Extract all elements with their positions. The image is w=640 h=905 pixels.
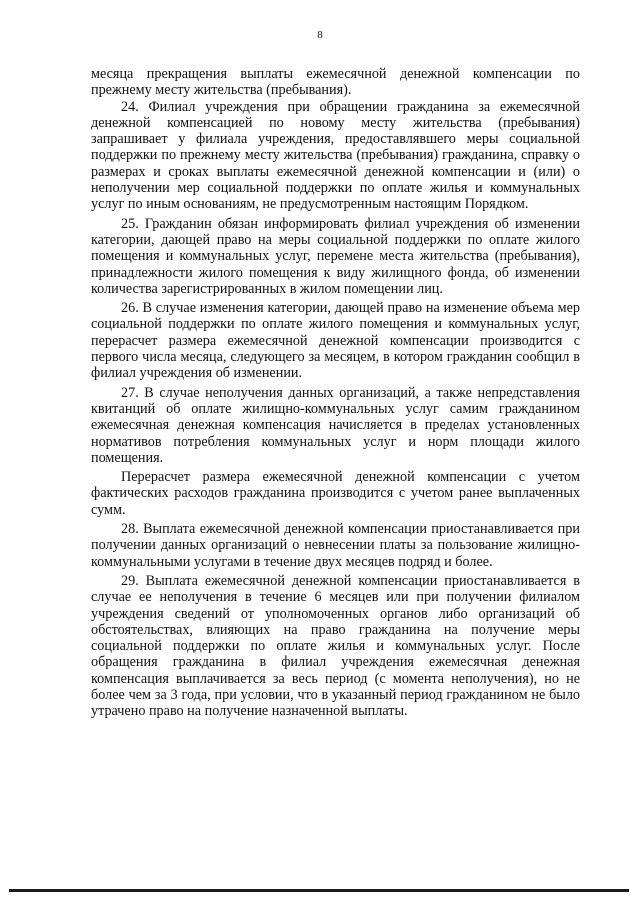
paragraph-29: 29. Выплата ежемесячной денежной компенсации приостанавливается в случае ее неполучения в течение 6 месяцев или при получении филиалом учреждения сведений от уполномоченных органов либо организаций об обстоятельствах, влияющих на право гражданина на получение меры социальной поддержки по оплате жилья и коммунальных услуг. После обращения гражданина в филиал учреждения ежемесячная денежная компенсация выплачивается за весь период (с момента неполучения), но не более чем за 3 года, при условии, что в указанный период гражданином не было утрачено право на получение назначенной выплаты. xyxy=(91,572,580,720)
paragraph-28: 28. Выплата ежемесячной денежной компенсации приостанавливается при получении данных организаций о невнесении платы за пользование жилищно-коммунальными услугами в течение двух месяцев подряд и более. xyxy=(91,521,580,570)
paragraph-25: 25. Гражданин обязан информировать филиал учреждения об изменении категории, дающей право на меры социальной поддержки по оплате жилого помещения и коммунальных услуг, перемене места жительства (пребывания), принадлежности жилого помещения к виду жилищного фонда, об изменении количества зарегистрированных в жилом помещении лиц. xyxy=(91,215,580,297)
paragraph-27: 27. В случае неполучения данных организаций, а также непредставления квитанций об оплате жилищно-коммунальных услуг самим гражданином ежемесячная денежная компенсация начисляется в пределах установленных нормативов потребления коммунальных услуг и норм площади жилого помещения. xyxy=(91,384,580,466)
paragraph-continuation: месяца прекращения выплаты ежемесячной денежной компенсации по прежнему месту жительства (пребывания). xyxy=(91,66,580,99)
page-number: 8 xyxy=(317,29,323,41)
paragraph-24: 24. Филиал учреждения при обращении гражданина за ежемесячной денежной компенсацией по новому месту жительства (пребывания) запрашивает у филиала учреждения, предоставлявшего меры социальной поддержки по прежнему месту жительства (пребывания) гражданина, справку о размерах и сроках выплаты ежемесячной денежной компенсации и (или) о неполучении мер социальной поддержки по оплате жилья и коммунальных услуг по иным основаниям, не предусмотренным настоящим Порядком. xyxy=(91,98,580,213)
paragraph-recalculation: Перерасчет размера ежемесячной денежной компенсации с учетом фактических расходов гражданина производится с учетом ранее выплаченных сумм. xyxy=(91,469,580,518)
document-body xyxy=(91,66,580,720)
page-bottom-border xyxy=(9,889,629,892)
paragraph-26: 26. В случае изменения категории, дающей право на изменение объема мер социальной поддержки по оплате жилого помещения и коммунальных услуг, перерасчет размера ежемесячной денежной компенсации производится с первого числа месяца, следующего за месяцем, в котором гражданин сообщил в филиал учреждения об изменении. xyxy=(91,300,580,382)
